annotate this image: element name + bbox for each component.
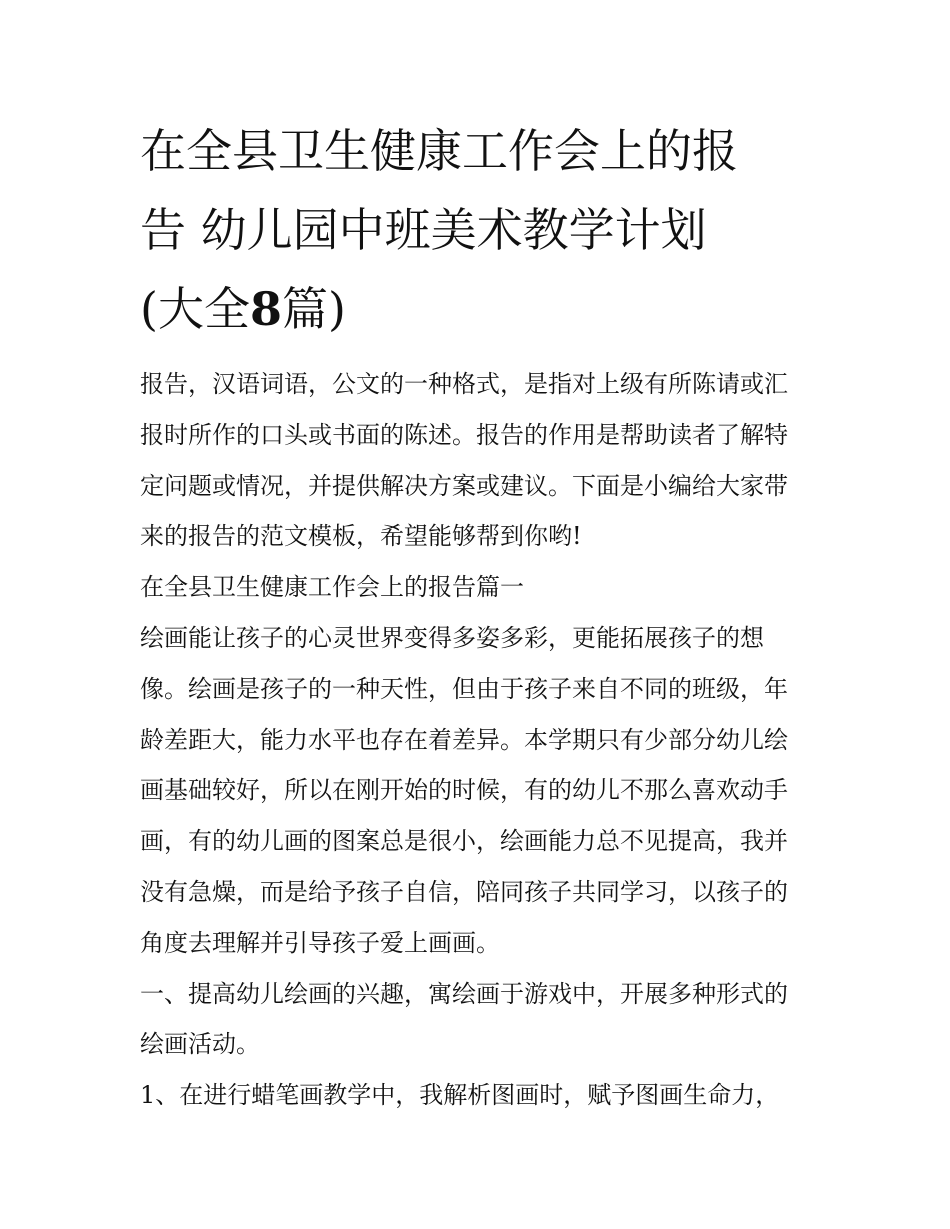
title-part-number: 8 (249, 282, 282, 336)
document-title (140, 112, 820, 349)
title-line-3 (140, 270, 820, 349)
document-body (140, 359, 820, 1121)
title-part-open: (大全 (140, 282, 250, 336)
body-line: 画，有的幼儿画的图案总是很小，绘画能力总不见提高，我并 (140, 827, 788, 856)
body-line: 一、提高幼儿绘画的兴趣，寓绘画于游戏中，开展多种形式的 (140, 979, 788, 1008)
body-line: 没有急燥，而是给予孩子自信，陪同孩子共同学习，以孩子的 (140, 877, 788, 906)
body-line: 绘画活动。 (140, 1030, 260, 1059)
title-line-2: 告 幼儿园中班美术教学计划 (140, 203, 707, 257)
body-line: 像。绘画是孩子的一种天性，但由于孩子来自不同的班级，年 (140, 674, 788, 703)
body-line: 画基础较好，所以在刚开始的时候，有的幼儿不那么喜欢动手 (140, 776, 788, 805)
section-heading: 在全县卫生健康工作会上的报告篇一 (140, 573, 524, 602)
body-line: 来的报告的范文模板，希望能够帮到你哟! (140, 522, 582, 551)
body-line: 报告，汉语词语，公文的一种格式，是指对上级有所陈请或汇 (140, 370, 788, 398)
body-line: 绘画能让孩子的心灵世界变得多姿多彩，更能拓展孩子的想 (140, 623, 764, 652)
body-line: 报时所作的口头或书面的陈述。报告的作用是帮助读者了解特 (140, 420, 788, 449)
title-line-1: 在全县卫生健康工作会上的报 (140, 124, 738, 178)
document-page (140, 112, 820, 1121)
body-line: 1、在进行蜡笔画教学中，我解析图画时，赋予图画生命力， (140, 1081, 780, 1110)
body-line: 角度去理解并引导孩子爱上画画。 (140, 928, 500, 957)
title-part-close: 篇) (281, 282, 346, 336)
body-line: 定问题或情况，并提供解决方案或建议。下面是小编给大家带 (140, 471, 788, 500)
body-line: 龄差距大，能力水平也存在着差异。本学期只有少部分幼儿绘 (140, 725, 788, 754)
